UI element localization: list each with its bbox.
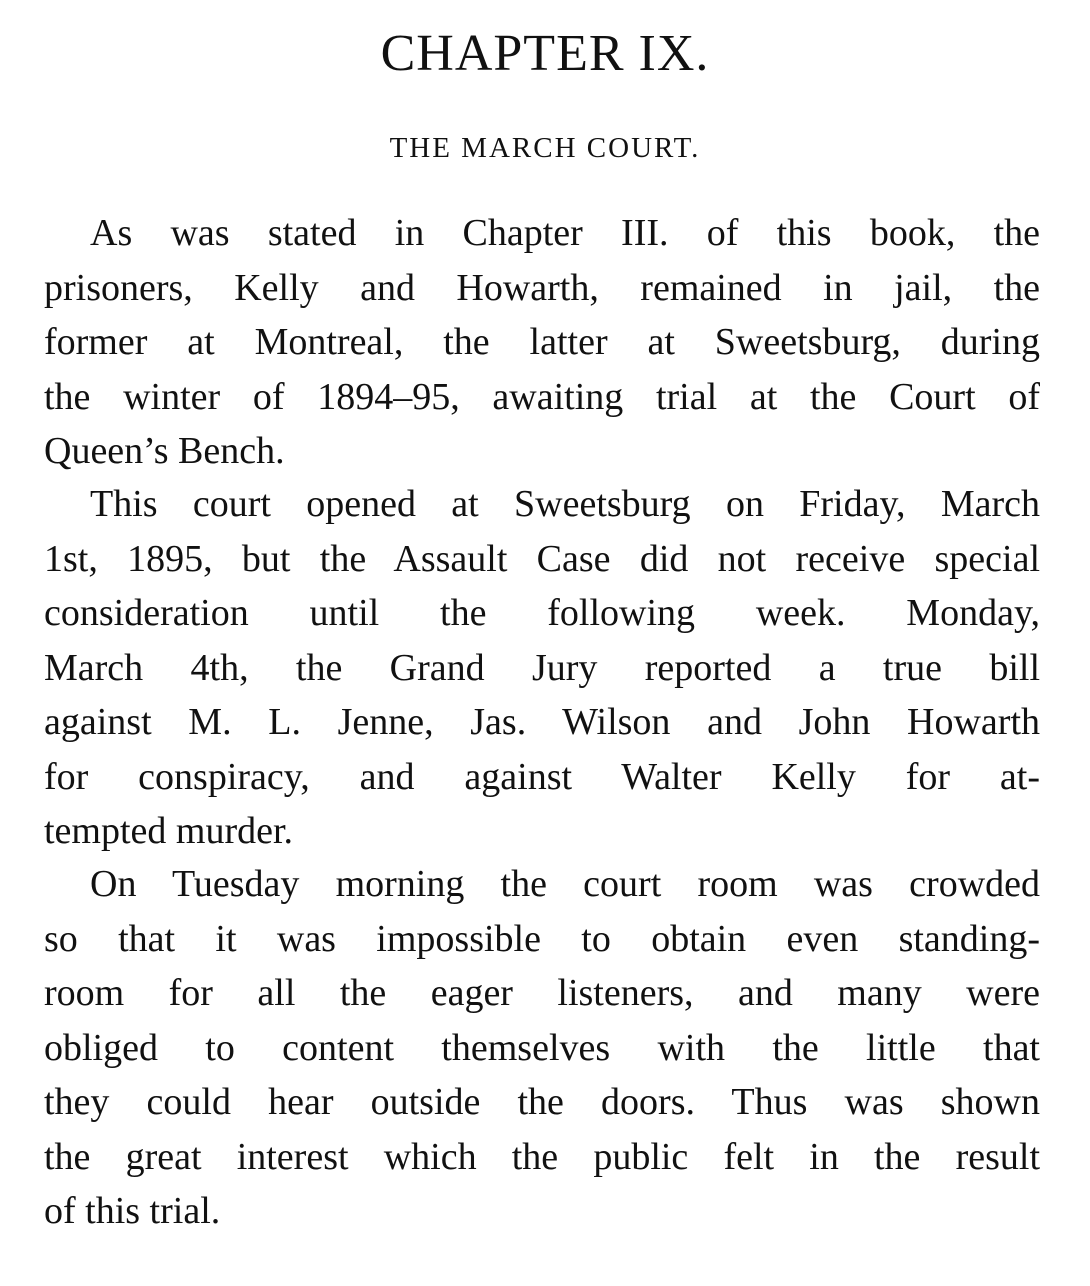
paragraph-1 [44,206,1040,479]
chapter-title: CHAPTER IX. [380,25,710,82]
text-line: room for all the eager listeners, and many were [44,972,1040,1014]
text-line: tempted murder. [44,810,294,852]
text-line: March 4th, the Grand Jury reported a true bill [44,646,1040,689]
paragraph-2 [44,477,1040,859]
paragraph-3 [44,857,1040,1239]
text-line: consideration until the following week. Monday, [44,592,1040,634]
text-line: the great interest which the public felt in the result [44,1135,1040,1178]
text-line: against M. L. Jenne, Jas. Wilson and John Howarth [44,701,1040,743]
text-line: former at Montreal, the latter at Sweetsburg, during [44,321,1040,363]
text-line: 1st, 1895, but the Assault Case did not receive special [44,537,1040,580]
text-line: they could hear outside the doors. Thus was shown [44,1081,1040,1123]
text-line: for conspiracy, and against Walter Kelly for at- [44,755,1040,798]
text-line: Queen’s Bench. [44,430,285,472]
text-line: so that it was impossible to obtain even standing- [44,917,1040,960]
text-line: On Tuesday morning the court room was crowded [90,863,1040,905]
chapter-subtitle: THE MARCH COURT. [389,132,701,164]
text-line: of this trial. [44,1190,221,1232]
text-line: the winter of 1894–95, awaiting trial at the Court of [44,375,1040,418]
text-line: As was stated in Chapter III. of this book, the [90,212,1040,254]
text-line: This court opened at Sweetsburg on Friday, March [90,483,1040,525]
text-line: obliged to content themselves with the little that [44,1026,1040,1069]
text-line: prisoners, Kelly and Howarth, remained in jail, the [44,266,1040,309]
